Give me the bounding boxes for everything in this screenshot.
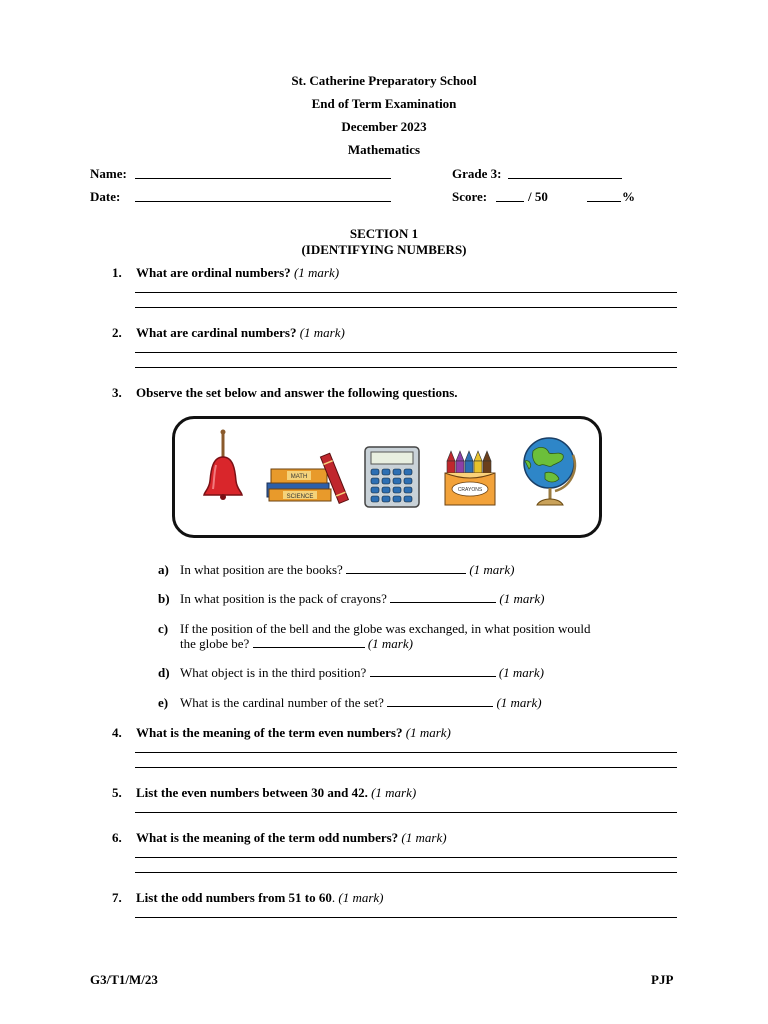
sub-question-letter: c) bbox=[158, 621, 169, 636]
question-7 bbox=[136, 890, 384, 906]
question-marks: (1 mark) bbox=[293, 265, 340, 280]
sub-question-letter: d) bbox=[158, 665, 170, 680]
answer-blank[interactable] bbox=[346, 562, 466, 574]
percent-sign: % bbox=[622, 189, 635, 204]
object-set-box bbox=[172, 416, 602, 538]
exam-date: December 2023 bbox=[341, 119, 427, 134]
sub-question-a bbox=[180, 562, 514, 578]
question-marks: (1 mark) bbox=[405, 725, 451, 740]
crayons-label: CRAYONS bbox=[457, 487, 483, 493]
sub-question-text: In what position are the books? bbox=[180, 562, 343, 577]
section-subtitle: (IDENTIFYING NUMBERS) bbox=[301, 242, 467, 257]
question-6 bbox=[136, 830, 447, 846]
date-label: Date: bbox=[90, 189, 121, 204]
sub-question-marks: (1 mark) bbox=[498, 665, 544, 680]
question-number: 6. bbox=[112, 830, 122, 845]
question-2 bbox=[136, 325, 345, 341]
question-text: List the odd numbers from 51 to 60 bbox=[136, 890, 332, 905]
score-label: Score: bbox=[452, 189, 488, 204]
question-text: What are ordinal numbers? bbox=[136, 265, 291, 280]
question-text: What is the meaning of the term even numbers? bbox=[136, 725, 403, 740]
books-label-math: MATH bbox=[290, 474, 308, 480]
answer-blank[interactable] bbox=[253, 636, 365, 648]
question-3: Observe the set below and answer the following questions. bbox=[136, 385, 458, 400]
crayons-icon bbox=[443, 447, 499, 509]
books-icon bbox=[265, 449, 349, 505]
answer-line[interactable] bbox=[135, 917, 677, 918]
answer-line[interactable] bbox=[135, 767, 677, 768]
question-number: 7. bbox=[112, 890, 122, 905]
books-label-science: SCIENCE bbox=[286, 494, 314, 500]
sub-question-c-continued bbox=[180, 636, 413, 652]
answer-line[interactable] bbox=[135, 367, 677, 368]
answer-line[interactable] bbox=[135, 857, 677, 858]
sub-question-e bbox=[180, 695, 542, 711]
question-number: 5. bbox=[112, 785, 122, 800]
sub-question-text: What is the cardinal number of the set? bbox=[180, 695, 384, 710]
sub-question-text: What object is in the third position? bbox=[180, 665, 367, 680]
question-text: What is the meaning of the term odd numbers? bbox=[136, 830, 399, 845]
question-marks: (1 mark) bbox=[299, 325, 345, 340]
calculator-icon bbox=[363, 445, 421, 509]
name-label: Name: bbox=[90, 166, 127, 181]
sub-question-letter: a) bbox=[158, 562, 169, 577]
sub-question-letter: b) bbox=[158, 591, 170, 606]
sub-question-text: the globe be? bbox=[180, 636, 250, 651]
date-field[interactable] bbox=[135, 201, 391, 202]
question-number: 1. bbox=[112, 265, 122, 280]
grade-label: Grade 3: bbox=[452, 166, 502, 181]
answer-line[interactable] bbox=[135, 752, 677, 753]
question-5 bbox=[136, 785, 416, 801]
sub-question-d bbox=[180, 665, 544, 681]
sub-question-c: If the position of the bell and the globe was exchanged, in what position would bbox=[180, 621, 591, 636]
answer-line[interactable] bbox=[135, 872, 677, 873]
school-name: St. Catherine Preparatory School bbox=[291, 73, 477, 88]
exam-title: End of Term Examination bbox=[311, 96, 457, 111]
answer-blank[interactable] bbox=[387, 695, 493, 707]
sub-question-marks: (1 mark) bbox=[499, 591, 545, 606]
answer-blank[interactable] bbox=[390, 591, 496, 603]
question-number: 2. bbox=[112, 325, 122, 340]
question-text: What are cardinal numbers? bbox=[136, 325, 297, 340]
sub-question-marks: (1 mark) bbox=[367, 636, 413, 651]
score-total: / 50 bbox=[528, 189, 548, 204]
sub-question-b bbox=[180, 591, 545, 607]
question-marks: (1 mark) bbox=[371, 785, 417, 800]
question-marks: (1 mark) bbox=[401, 830, 447, 845]
score-field[interactable] bbox=[496, 201, 524, 202]
name-field[interactable] bbox=[135, 178, 391, 179]
percent-field[interactable] bbox=[587, 201, 621, 202]
answer-blank[interactable] bbox=[370, 665, 496, 677]
question-period: . bbox=[331, 890, 336, 905]
answer-line[interactable] bbox=[135, 812, 677, 813]
question-number: 3. bbox=[112, 385, 122, 400]
answer-line[interactable] bbox=[135, 352, 677, 353]
question-1 bbox=[136, 265, 339, 281]
grade-field[interactable] bbox=[508, 178, 622, 179]
question-marks: (1 mark) bbox=[338, 890, 384, 905]
section-title: SECTION 1 bbox=[349, 226, 419, 241]
sub-question-text: In what position is the pack of crayons? bbox=[180, 591, 387, 606]
footer-initials: PJP bbox=[651, 972, 674, 987]
answer-line[interactable] bbox=[135, 292, 677, 293]
globe-icon bbox=[519, 435, 583, 509]
sub-question-marks: (1 mark) bbox=[469, 562, 515, 577]
answer-line[interactable] bbox=[135, 307, 677, 308]
sub-question-marks: (1 mark) bbox=[496, 695, 542, 710]
bell-icon bbox=[199, 429, 247, 501]
question-number: 4. bbox=[112, 725, 122, 740]
question-text: List the even numbers between 30 and 42. bbox=[136, 785, 368, 800]
sub-question-letter: e) bbox=[158, 695, 169, 710]
footer-code: G3/T1/M/23 bbox=[90, 972, 158, 987]
subject-title: Mathematics bbox=[347, 142, 421, 157]
question-4 bbox=[136, 725, 451, 741]
